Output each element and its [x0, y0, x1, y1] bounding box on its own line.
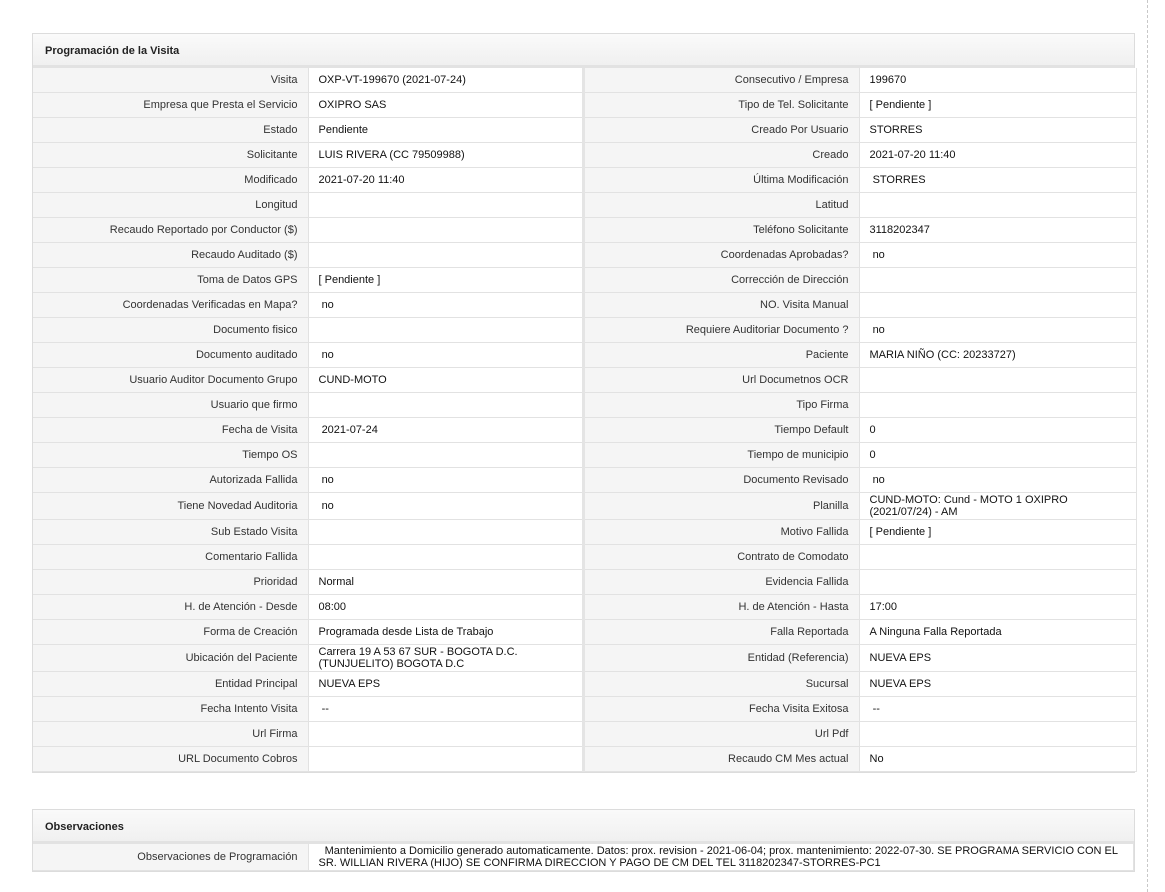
field-value	[859, 368, 1136, 393]
table-row	[33, 93, 1136, 118]
field-value	[308, 393, 583, 418]
field-label: Empresa que Presta el Servicio	[33, 93, 308, 118]
table-row	[33, 570, 1136, 595]
field-value	[308, 218, 583, 243]
field-label: Documento Revisado	[583, 468, 859, 493]
table-row	[33, 595, 1136, 620]
visit-details-table	[33, 68, 1137, 772]
table-row	[33, 747, 1136, 772]
field-label: Url Pdf	[583, 722, 859, 747]
field-value: OXIPRO SAS	[308, 93, 583, 118]
field-label: Estado	[33, 118, 308, 143]
table-row	[33, 844, 1134, 871]
field-label: Latitud	[583, 193, 859, 218]
field-label: Comentario Fallida	[33, 545, 308, 570]
field-value	[308, 243, 583, 268]
panel-title: Observaciones	[33, 810, 1134, 844]
table-row	[33, 620, 1136, 645]
field-label: Prioridad	[33, 570, 308, 595]
table-row	[33, 218, 1136, 243]
table-row	[33, 193, 1136, 218]
field-label: Tipo de Tel. Solicitante	[583, 93, 859, 118]
field-label: Autorizada Fallida	[33, 468, 308, 493]
field-value: 3118202347	[859, 218, 1136, 243]
field-label: Recaudo CM Mes actual	[583, 747, 859, 772]
field-label: Tipo Firma	[583, 393, 859, 418]
field-label: Fecha de Visita	[33, 418, 308, 443]
field-value: 0	[859, 443, 1136, 468]
field-value: STORRES	[859, 168, 1136, 193]
field-value	[859, 268, 1136, 293]
field-label: Longitud	[33, 193, 308, 218]
field-value: 17:00	[859, 595, 1136, 620]
field-value	[308, 520, 583, 545]
field-value: NUEVA EPS	[308, 672, 583, 697]
field-label: Tiempo OS	[33, 443, 308, 468]
field-label: Tiempo de municipio	[583, 443, 859, 468]
field-value: No	[859, 747, 1136, 772]
field-label: Modificado	[33, 168, 308, 193]
table-row	[33, 343, 1136, 368]
field-label: Toma de Datos GPS	[33, 268, 308, 293]
table-row	[33, 545, 1136, 570]
field-value: [ Pendiente ]	[308, 268, 583, 293]
table-row	[33, 468, 1136, 493]
field-label: Teléfono Solicitante	[583, 218, 859, 243]
field-label: Entidad (Referencia)	[583, 645, 859, 672]
field-value: no	[859, 468, 1136, 493]
table-row	[33, 143, 1136, 168]
field-value: OXP-VT-199670 (2021-07-24)	[308, 68, 583, 93]
table-row	[33, 68, 1136, 93]
field-value	[859, 545, 1136, 570]
field-label: Url Firma	[33, 722, 308, 747]
field-value	[308, 747, 583, 772]
table-row	[33, 645, 1136, 672]
table-row	[33, 672, 1136, 697]
table-row	[33, 368, 1136, 393]
field-value: Carrera 19 A 53 67 SUR - BOGOTA D.C. (TUNJUELITO) BOGOTA D.C	[308, 645, 583, 672]
field-value: --	[859, 697, 1136, 722]
table-row	[33, 443, 1136, 468]
field-value	[859, 393, 1136, 418]
field-label: Requiere Auditoriar Documento ?	[583, 318, 859, 343]
field-value	[308, 722, 583, 747]
field-label: Paciente	[583, 343, 859, 368]
field-label: Planilla	[583, 493, 859, 520]
field-value: 2021-07-24	[308, 418, 583, 443]
field-value: no	[308, 493, 583, 520]
field-value: no	[859, 243, 1136, 268]
field-value: A Ninguna Falla Reportada	[859, 620, 1136, 645]
field-value: 0	[859, 418, 1136, 443]
field-label: Falla Reportada	[583, 620, 859, 645]
field-label: Solicitante	[33, 143, 308, 168]
field-value: MARIA NIÑO (CC: 20233727)	[859, 343, 1136, 368]
field-value: LUIS RIVERA (CC 79509988)	[308, 143, 583, 168]
table-row	[33, 697, 1136, 722]
field-value	[859, 722, 1136, 747]
field-value: 2021-07-20 11:40	[308, 168, 583, 193]
field-value: Pendiente	[308, 118, 583, 143]
field-label: Url Documetnos OCR	[583, 368, 859, 393]
field-value: NUEVA EPS	[859, 645, 1136, 672]
table-row	[33, 168, 1136, 193]
field-value: Normal	[308, 570, 583, 595]
field-label: Evidencia Fallida	[583, 570, 859, 595]
field-label: Recaudo Auditado ($)	[33, 243, 308, 268]
field-value: no	[308, 343, 583, 368]
field-label: Documento auditado	[33, 343, 308, 368]
table-row	[33, 268, 1136, 293]
field-label: H. de Atención - Hasta	[583, 595, 859, 620]
field-value	[859, 570, 1136, 595]
field-label: Recaudo Reportado por Conductor ($)	[33, 218, 308, 243]
field-label: Corrección de Dirección	[583, 268, 859, 293]
observations-table	[33, 844, 1134, 871]
field-label: Coordenadas Aprobadas?	[583, 243, 859, 268]
field-label: Sucursal	[583, 672, 859, 697]
field-value: no	[308, 293, 583, 318]
field-label: Creado Por Usuario	[583, 118, 859, 143]
field-value: [ Pendiente ]	[859, 520, 1136, 545]
field-value: 2021-07-20 11:40	[859, 143, 1136, 168]
field-label: Creado	[583, 143, 859, 168]
field-value: CUND-MOTO: Cund - MOTO 1 OXIPRO (2021/07/24) - AM	[859, 493, 1136, 520]
field-value	[308, 443, 583, 468]
table-row	[33, 118, 1136, 143]
field-value	[308, 318, 583, 343]
field-value	[859, 193, 1136, 218]
field-label: Última Modificación	[583, 168, 859, 193]
field-label: Entidad Principal	[33, 672, 308, 697]
field-value	[308, 193, 583, 218]
field-label: Visita	[33, 68, 308, 93]
table-row	[33, 493, 1136, 520]
table-row	[33, 293, 1136, 318]
visit-programming-panel	[32, 33, 1135, 773]
field-label: H. de Atención - Desde	[33, 595, 308, 620]
observations-panel	[32, 809, 1135, 872]
table-row	[33, 393, 1136, 418]
field-value: STORRES	[859, 118, 1136, 143]
field-value: --	[308, 697, 583, 722]
field-value	[859, 293, 1136, 318]
field-label: Consecutivo / Empresa	[583, 68, 859, 93]
panel-title: Programación de la Visita	[33, 34, 1134, 68]
field-label: Observaciones de Programación	[33, 844, 308, 871]
field-label: Motivo Fallida	[583, 520, 859, 545]
field-label: Usuario Auditor Documento Grupo	[33, 368, 308, 393]
field-value: Mantenimiento a Domicilio generado automaticamente. Datos: prox. revision - 2021-06-04; prox. mantenimiento: 2022-07-30. SE PROGRAMA SERVICIO CON EL SR. WILLIAN RIVERA (HIJO) SE CONFIRMA DIRECCION Y PAGO DE CM DEL TEL 3118202347-STORRES-PC1	[308, 844, 1134, 871]
field-value: no	[308, 468, 583, 493]
field-value: Programada desde Lista de Trabajo	[308, 620, 583, 645]
table-row	[33, 318, 1136, 343]
field-value	[308, 545, 583, 570]
field-label: Documento fisico	[33, 318, 308, 343]
field-label: URL Documento Cobros	[33, 747, 308, 772]
field-label: Sub Estado Visita	[33, 520, 308, 545]
field-label: Tiempo Default	[583, 418, 859, 443]
field-label: Fecha Visita Exitosa	[583, 697, 859, 722]
field-label: Ubicación del Paciente	[33, 645, 308, 672]
field-label: Tiene Novedad Auditoria	[33, 493, 308, 520]
field-value: [ Pendiente ]	[859, 93, 1136, 118]
table-row	[33, 520, 1136, 545]
table-row	[33, 243, 1136, 268]
field-value: 08:00	[308, 595, 583, 620]
field-value: 199670	[859, 68, 1136, 93]
field-value: NUEVA EPS	[859, 672, 1136, 697]
field-value: CUND-MOTO	[308, 368, 583, 393]
table-row	[33, 722, 1136, 747]
field-label: Forma de Creación	[33, 620, 308, 645]
field-label: Contrato de Comodato	[583, 545, 859, 570]
table-row	[33, 418, 1136, 443]
field-label: NO. Visita Manual	[583, 293, 859, 318]
field-label: Coordenadas Verificadas en Mapa?	[33, 293, 308, 318]
field-label: Fecha Intento Visita	[33, 697, 308, 722]
field-value: no	[859, 318, 1136, 343]
field-label: Usuario que firmo	[33, 393, 308, 418]
